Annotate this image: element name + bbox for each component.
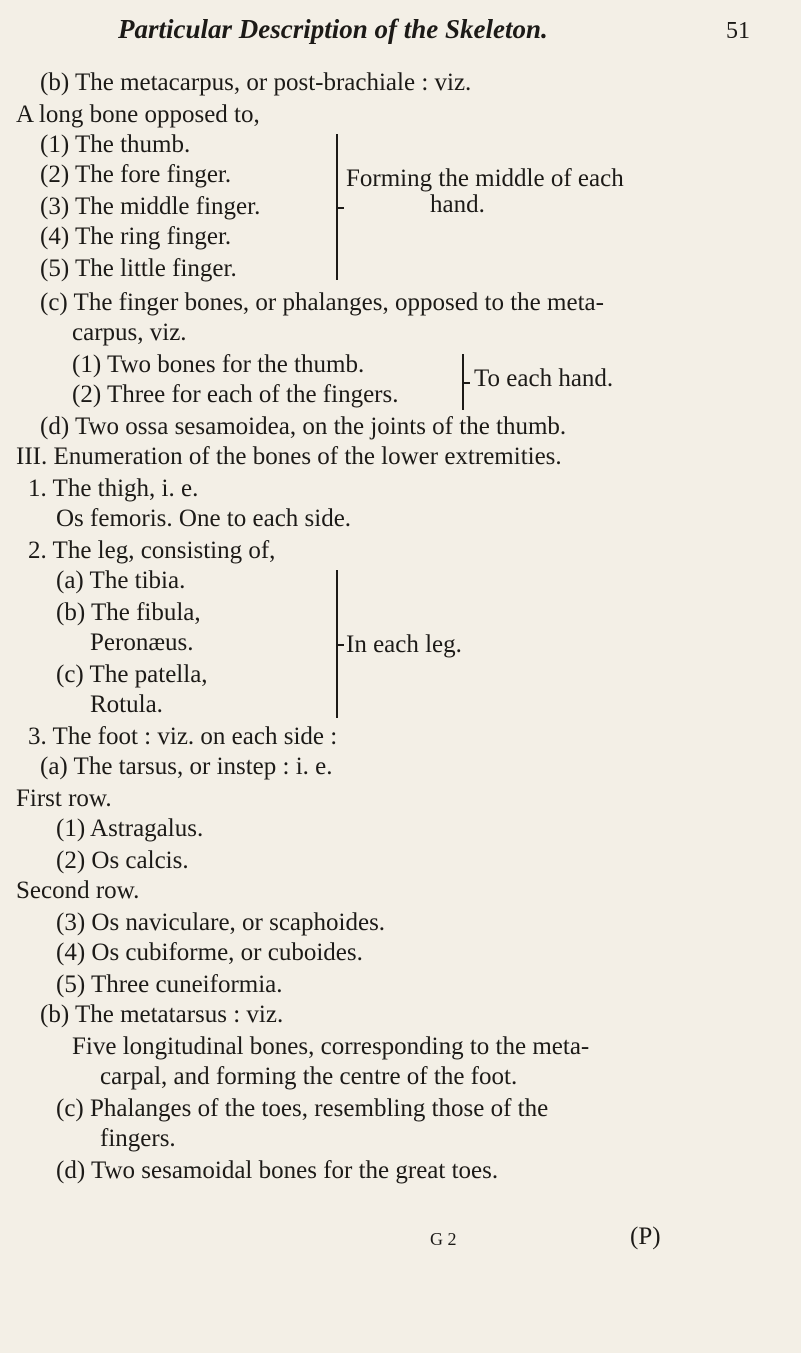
brace-fingers bbox=[330, 134, 338, 280]
line-naviculare: (3) Os naviculare, or scaphoides. bbox=[56, 909, 386, 936]
line-d-ossa: (d) Two ossa sesamoidea, on the joints of the thumb. bbox=[40, 413, 567, 440]
line-tibia: (a) The tibia. bbox=[56, 567, 186, 594]
line-fibula: (b) The fibula, bbox=[56, 599, 201, 626]
line-five-1: Five longitudinal bones, corresponding to the meta- bbox=[72, 1033, 590, 1060]
brace-leg bbox=[330, 570, 338, 718]
line-fore-finger: (2) The fore finger. bbox=[40, 161, 232, 188]
signature-mark: G 2 bbox=[430, 1229, 457, 1249]
line-ring-finger: (4) The ring finger. bbox=[40, 223, 232, 250]
line-thigh: 1. The thigh, i. e. bbox=[28, 475, 199, 502]
line-leg: 2. The leg, consisting of, bbox=[28, 537, 276, 564]
line-little-finger: (5) The little finger. bbox=[40, 255, 237, 282]
brace-phalanges bbox=[456, 354, 464, 410]
line-cubiforme: (4) Os cubiforme, or cuboides. bbox=[56, 939, 363, 966]
line-patella: (c) The patella, bbox=[56, 661, 208, 688]
line-hand: hand. bbox=[430, 191, 485, 218]
line-femoris: Os femoris. One to each side. bbox=[56, 505, 352, 532]
page-number: 51 bbox=[726, 18, 750, 44]
catchword: (P) bbox=[630, 1223, 661, 1250]
line-second-row: Second row. bbox=[16, 877, 140, 904]
line-first-row: First row. bbox=[16, 785, 112, 812]
line-rotula: Rotula. bbox=[90, 691, 163, 718]
line-peronaeus: Peronæus. bbox=[90, 629, 194, 656]
line-c-finger: (c) The finger bones, or phalanges, opposed to the meta- bbox=[40, 289, 604, 316]
line-iii: III. Enumeration of the bones of the lower extremities. bbox=[16, 443, 562, 470]
line-carpus: carpus, viz. bbox=[72, 319, 187, 346]
line-tarsus: (a) The tarsus, or instep : i. e. bbox=[40, 753, 333, 780]
line-forming: Forming the middle of each bbox=[346, 165, 624, 192]
line-long-bone: A long bone opposed to, bbox=[16, 101, 260, 128]
line-sesamoidal: (d) Two sesamoidal bones for the great toes. bbox=[56, 1157, 499, 1184]
line-in-each-leg: In each leg. bbox=[346, 631, 462, 658]
line-phalanges-1: (c) Phalanges of the toes, resembling those of the bbox=[56, 1095, 549, 1122]
line-b-metacarpus: (b) The metacarpus, or post-brachiale : viz. bbox=[40, 69, 472, 96]
line-three-each: (2) Three for each of the fingers. bbox=[72, 381, 399, 408]
line-middle-finger: (3) The middle finger. bbox=[40, 193, 261, 220]
line-foot: 3. The foot : viz. on each side : bbox=[28, 723, 338, 750]
line-cuneiformia: (5) Three cuneiformia. bbox=[56, 971, 283, 998]
line-astragalus: (1) Astragalus. bbox=[56, 815, 204, 842]
line-five-2: carpal, and forming the centre of the foot. bbox=[100, 1063, 518, 1090]
line-calcis: (2) Os calcis. bbox=[56, 847, 189, 874]
line-phalanges-2: fingers. bbox=[100, 1125, 176, 1152]
line-thumb: (1) The thumb. bbox=[40, 131, 191, 158]
line-two-thumb: (1) Two bones for the thumb. bbox=[72, 351, 365, 378]
running-header: Particular Description of the Skeleton. bbox=[118, 14, 548, 44]
line-metatarsus: (b) The metatarsus : viz. bbox=[40, 1001, 284, 1028]
line-to-each-hand: To each hand. bbox=[474, 365, 614, 392]
